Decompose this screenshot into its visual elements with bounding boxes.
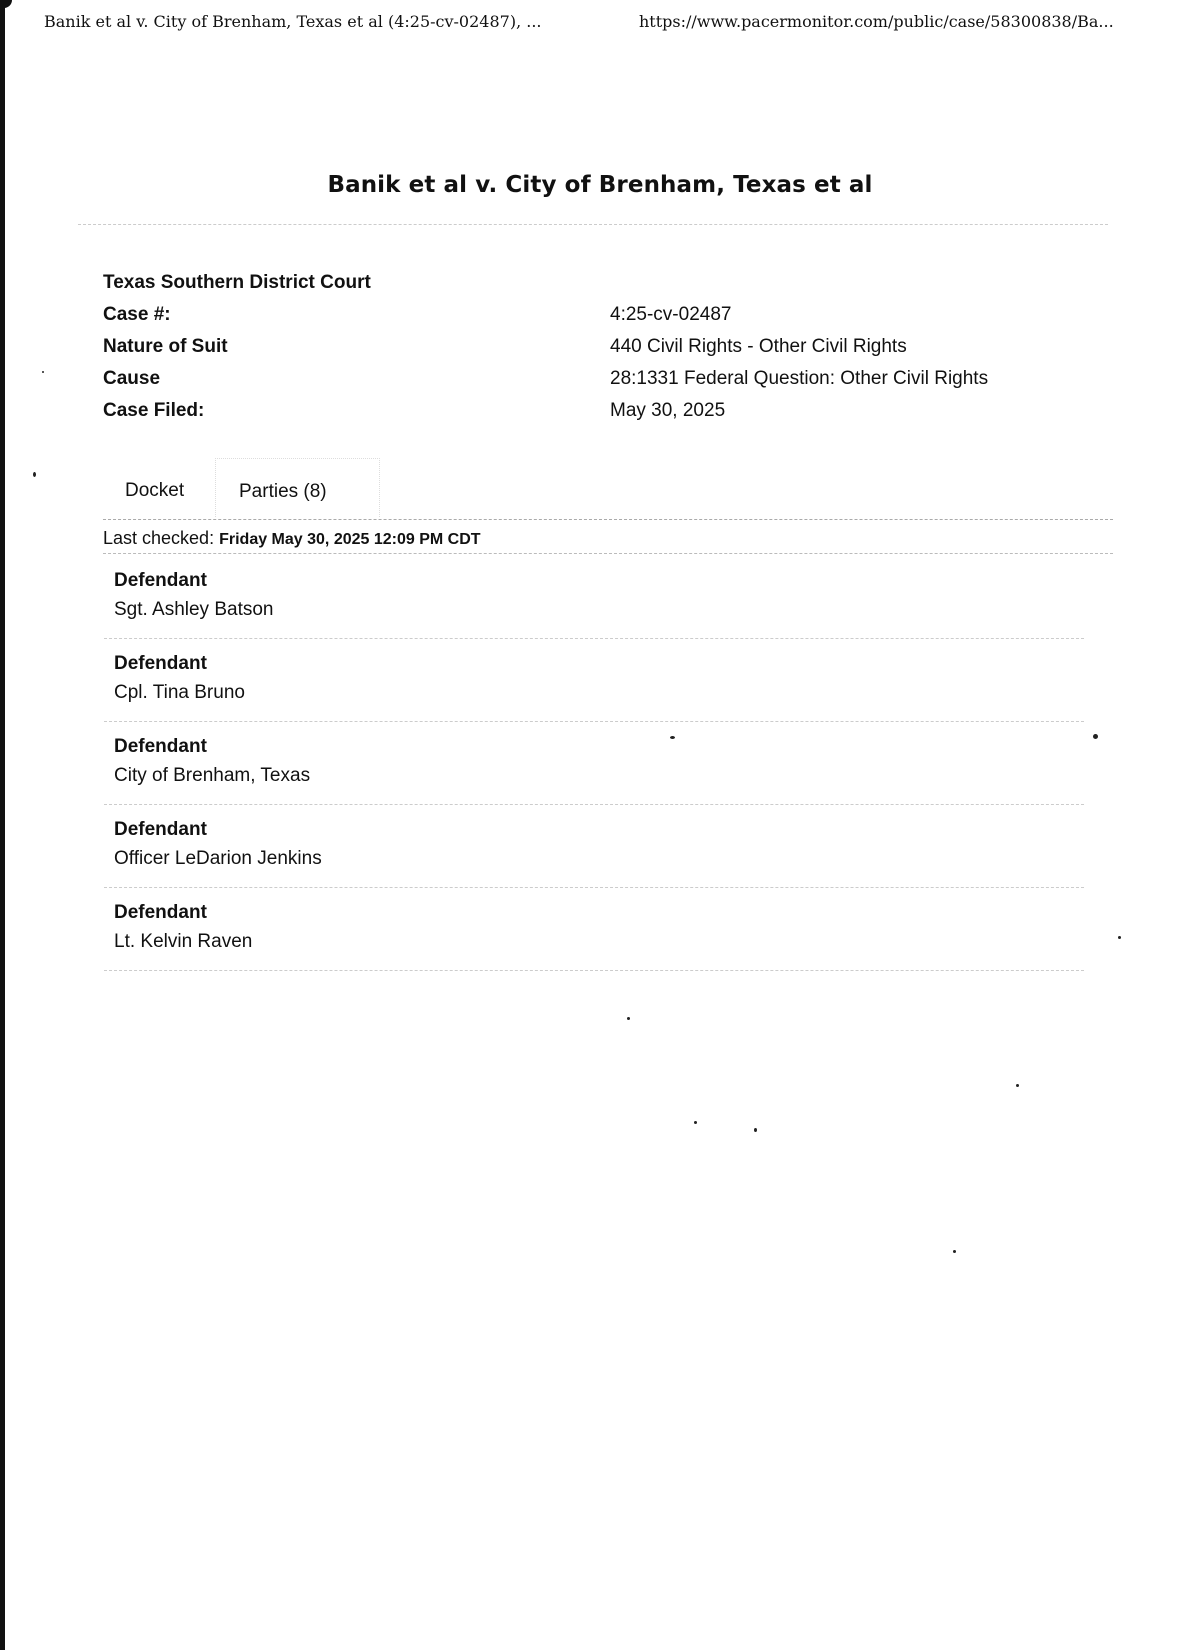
court-name: Texas Southern District Court bbox=[103, 272, 371, 293]
cause-value: 28:1331 Federal Question: Other Civil Rights bbox=[610, 368, 989, 389]
last-checked-label: Last checked: bbox=[103, 528, 215, 548]
tab-docket[interactable]: Docket bbox=[125, 480, 185, 501]
case-number-row bbox=[103, 304, 732, 326]
case-filed-value: May 30, 2025 bbox=[610, 400, 726, 421]
nature-of-suit-value: 440 Civil Rights - Other Civil Rights bbox=[610, 336, 907, 357]
party-divider bbox=[104, 721, 1084, 722]
scan-speck bbox=[694, 1121, 697, 1124]
party-name: City of Brenham, Texas bbox=[114, 765, 311, 786]
party-name: Officer LeDarion Jenkins bbox=[114, 848, 322, 869]
party-divider bbox=[104, 638, 1084, 639]
cause-row bbox=[103, 368, 989, 390]
nature-of-suit-label: Nature of Suit bbox=[103, 336, 228, 357]
scan-speck bbox=[1118, 936, 1121, 939]
party-item bbox=[114, 570, 1114, 621]
tabs-divider bbox=[103, 519, 1113, 520]
case-number-label: Case #: bbox=[103, 304, 171, 325]
party-item bbox=[114, 653, 1114, 704]
case-filed-row bbox=[103, 400, 726, 422]
party-item bbox=[114, 819, 1114, 870]
case-filed-label: Case Filed: bbox=[103, 400, 205, 421]
party-divider bbox=[104, 887, 1084, 888]
party-name: Lt. Kelvin Raven bbox=[114, 931, 253, 952]
party-divider bbox=[104, 970, 1084, 971]
case-number-value: 4:25-cv-02487 bbox=[610, 304, 732, 325]
party-role: Defendant bbox=[114, 902, 207, 923]
scan-speck bbox=[42, 371, 44, 373]
last-checked bbox=[103, 528, 481, 549]
scan-edge-corner bbox=[0, 0, 12, 8]
tab-parties[interactable]: Parties (8) bbox=[215, 458, 380, 517]
case-title: Banik et al v. City of Brenham, Texas et al bbox=[327, 172, 873, 198]
title-divider bbox=[78, 224, 1108, 225]
cause-label: Cause bbox=[103, 368, 161, 389]
print-header-title: Banik et al v. City of Brenham, Texas et al (4:25-cv-02487), ... bbox=[44, 12, 542, 31]
print-header-url: https://www.pacermonitor.com/public/case/58300838/Ba... bbox=[639, 12, 1114, 31]
scan-edge bbox=[0, 0, 5, 1650]
party-name: Cpl. Tina Bruno bbox=[114, 682, 245, 703]
last-checked-divider bbox=[103, 553, 1113, 554]
nature-of-suit-row bbox=[103, 336, 907, 358]
scan-speck bbox=[953, 1250, 956, 1253]
party-item bbox=[114, 902, 1114, 953]
party-divider bbox=[104, 804, 1084, 805]
party-role: Defendant bbox=[114, 653, 207, 674]
scan-speck bbox=[1093, 734, 1098, 739]
party-role: Defendant bbox=[114, 570, 207, 591]
scan-speck bbox=[627, 1017, 630, 1020]
case-tabs bbox=[103, 458, 1113, 516]
scan-speck bbox=[670, 736, 675, 739]
party-name: Sgt. Ashley Batson bbox=[114, 599, 274, 620]
party-role: Defendant bbox=[114, 819, 207, 840]
party-item bbox=[114, 736, 1114, 787]
print-header bbox=[0, 10, 1200, 40]
scan-speck bbox=[1016, 1084, 1019, 1087]
scan-speck bbox=[754, 1128, 757, 1132]
last-checked-value: Friday May 30, 2025 12:09 PM CDT bbox=[219, 531, 481, 548]
party-role: Defendant bbox=[114, 736, 207, 757]
scan-speck bbox=[33, 472, 36, 477]
